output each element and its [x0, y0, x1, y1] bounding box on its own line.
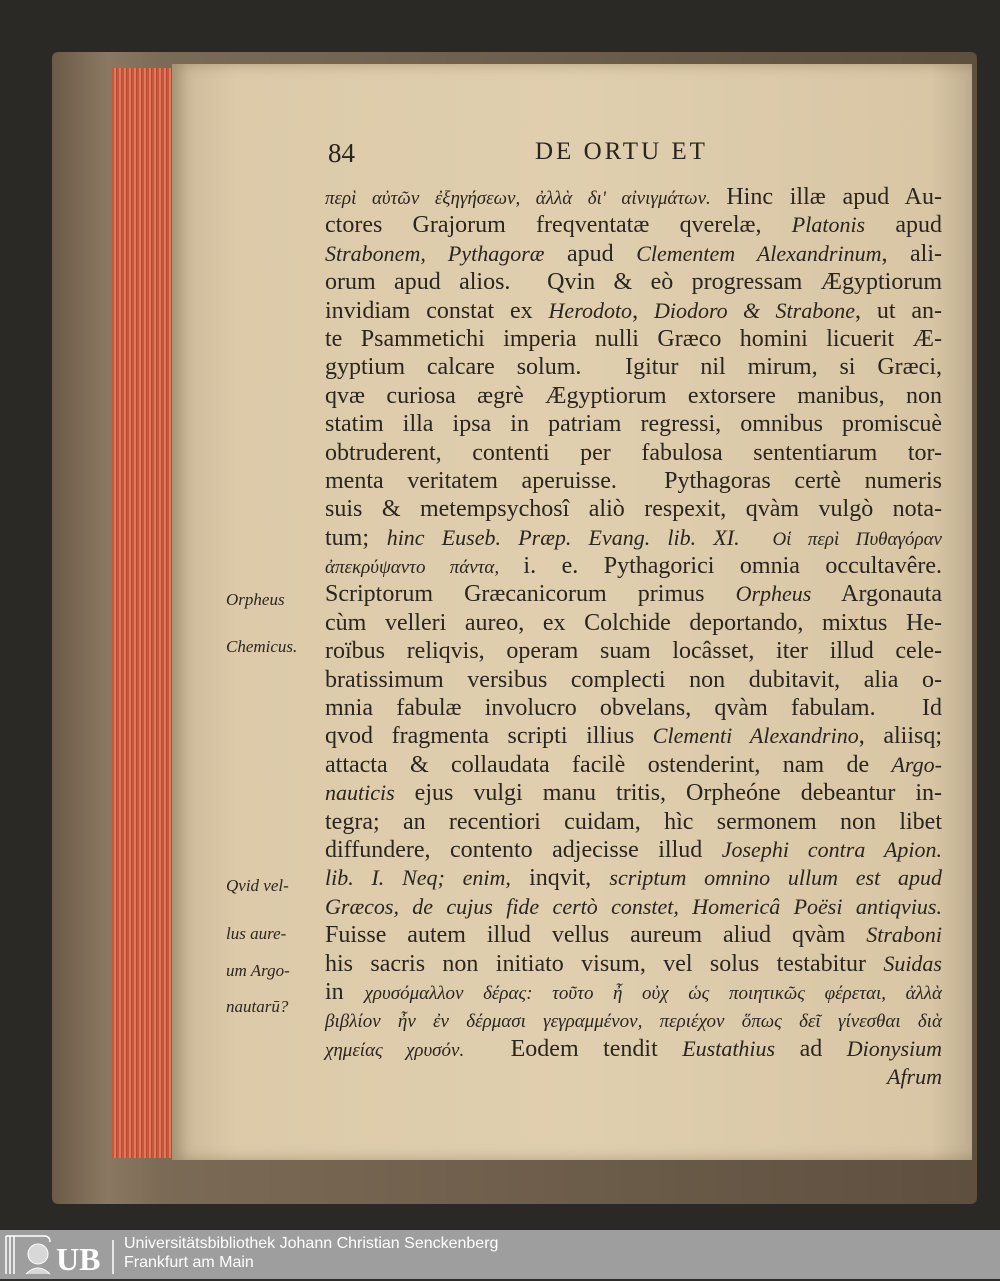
- roman-text: , aliisq;: [858, 723, 942, 750]
- margin-note: lus aure-: [226, 924, 287, 943]
- text-line: [325, 552, 942, 580]
- roman-text: tegra; an recentiori cuidam, hìc sermonem non libet: [325, 808, 942, 835]
- roman-text: orum apud alios. Qvin & eò progressam Ægyptiorum: [325, 269, 942, 296]
- roman-text: , ut an-: [854, 297, 943, 324]
- text-line: [325, 382, 942, 410]
- red-page-edges: [112, 68, 174, 1158]
- italic-text: Græcos, de cujus fide certò constet, Homericâ Poësi antiqvius.: [325, 893, 942, 919]
- italic-text: Herodoto: [548, 297, 633, 323]
- italic-text: Platonis: [791, 212, 866, 238]
- text-line: [325, 580, 942, 608]
- roman-text: cùm velleri aureo, ex Colchide deportando, mixtus He-: [325, 609, 942, 636]
- text-line: [325, 410, 942, 438]
- text-line: [325, 864, 942, 892]
- italic-text: lib. I. Neq; enim,: [325, 865, 511, 891]
- roman-text: qvod fragmenta scripti illius: [325, 723, 653, 750]
- text-line: [325, 325, 942, 353]
- italic-text: nauticis: [325, 780, 395, 806]
- roman-text: apud: [865, 212, 943, 239]
- text-line: [325, 183, 942, 211]
- roman-text: bratissimum versibus complecti non dubitavit, alia o-: [325, 666, 942, 693]
- text-line: [325, 495, 942, 523]
- roman-text: tum;: [325, 524, 387, 551]
- roman-text: obtruderent, contenti per fabulosa sententiarum tor-: [325, 439, 942, 466]
- margin-note: Chemicus.: [226, 637, 298, 656]
- text-line: [325, 836, 942, 864]
- text-line: [325, 1006, 942, 1034]
- italic-text: Orpheus: [735, 581, 812, 607]
- roman-text: invidiam constat ex: [325, 297, 549, 324]
- greek-text: Οἱ περὶ Πυθαγόραν: [739, 528, 942, 550]
- italic-text: Suidas: [883, 950, 942, 976]
- italic-text: Clementem Alexandrinum: [636, 240, 882, 266]
- italic-text: Eustathius: [682, 1035, 776, 1061]
- library-city: Frankfurt am Main: [124, 1254, 254, 1271]
- roman-text: apud: [544, 240, 637, 267]
- roman-text: ejus vulgi manu tritis, Orpheóne debeantur in-: [394, 780, 942, 807]
- italic-text: scriptum omnino ullum est apud: [609, 865, 942, 891]
- text-line: [325, 978, 942, 1006]
- text-line: [325, 893, 942, 921]
- roman-text: in: [325, 978, 365, 1005]
- roman-text: Scriptorum Græcanicorum primus: [325, 581, 736, 608]
- margin-note: um Argo-: [226, 961, 290, 980]
- text-line: [325, 524, 942, 552]
- greek-text: βιβλίον ἦν ἐν δέρμασι γεγραμμένον, περιέχον ὅπως δεῖ γίνεσθαι διὰ: [325, 1011, 942, 1033]
- roman-text: ,: [632, 297, 654, 324]
- text-line: [325, 808, 942, 836]
- roman-text: te Psammetichi imperia nulli Græco homini licuerit Æ-: [325, 325, 942, 352]
- text-line: [325, 950, 942, 978]
- margin-note: nautarū?: [226, 997, 289, 1016]
- roman-text: roïbus reliqvis, operam suam locâsset, iter illud cele-: [325, 638, 942, 665]
- text-line: [325, 1035, 942, 1063]
- italic-text: Diodoro & Strabone: [653, 297, 855, 323]
- text-line: [325, 637, 942, 665]
- roman-text: Eodem tendit: [510, 1035, 683, 1062]
- text-line: [325, 240, 942, 268]
- greek-text: ἀπεκρύψαντο πάντα,: [325, 557, 524, 579]
- italic-text: hinc Euseb. Præp. Evang. lib. XI.: [386, 524, 740, 550]
- margin-note: Qvid vel-: [226, 876, 289, 895]
- page-number: 84: [328, 138, 355, 168]
- roman-text: statim illa ipsa in patriam regressi, omnibus promiscuè: [325, 411, 942, 438]
- roman-text: , ali-: [881, 240, 942, 267]
- text-line: [325, 439, 942, 467]
- italic-text: Straboni: [866, 922, 942, 948]
- text-line: [325, 268, 942, 296]
- italic-text: Josephi contra Apion.: [721, 836, 942, 862]
- greek-text: περὶ αὐτῶν ἐξηγήσεων, ἀλλὰ δι' αἰνιγμάτων.: [325, 188, 727, 209]
- text-line: [325, 297, 942, 325]
- roman-text: Argonauta: [811, 581, 942, 608]
- roman-text: suis & metempsychosî aliò respexit, qvàm vulgò nota-: [325, 496, 942, 523]
- roman-text: diffundere, contento adjecisse illud: [325, 836, 722, 863]
- roman-text: Hinc illæ apud Au-: [726, 184, 942, 210]
- text-line: [325, 1063, 942, 1091]
- body-text: [325, 183, 942, 1092]
- text-line: [325, 722, 942, 750]
- margin-note: Orpheus: [226, 590, 285, 609]
- roman-text: Fuisse autem illud vellus aureum aliud qvàm: [325, 922, 867, 949]
- roman-text: ctores Grajorum freqventatæ qverelæ,: [325, 212, 792, 239]
- italic-text: Dionysium: [846, 1035, 943, 1061]
- svg-text:UB: UB: [56, 1241, 101, 1276]
- library-logo: [4, 1234, 116, 1276]
- italic-text: Afrum: [887, 1064, 942, 1090]
- roman-text: i. e. Pythagorici omnia occultavêre.: [523, 553, 942, 580]
- roman-text: his sacris non initiato visum, vel solus testabitur: [325, 950, 884, 977]
- text-line: [325, 211, 942, 239]
- text-line: [325, 467, 942, 495]
- roman-text: menta veritatem aperuisse. Pythagoras certè numeris: [325, 467, 942, 494]
- roman-text: attacta & collaudata facilè ostenderint, nam de: [325, 751, 892, 778]
- roman-text: ad: [775, 1035, 847, 1062]
- text-line: [325, 694, 942, 722]
- italic-text: Clementi Alexandrino: [652, 723, 859, 749]
- roman-text: gyptium calcare solum. Igitur nil mirum, si Græci,: [325, 354, 942, 381]
- text-line: [325, 751, 942, 779]
- library-footer: [0, 1230, 1000, 1279]
- running-head: DE ORTU ET: [535, 138, 708, 165]
- text-line: [325, 921, 942, 949]
- italic-text: Strabonem, Pythagoræ: [325, 240, 545, 266]
- text-line: [325, 779, 942, 807]
- text-line: [325, 666, 942, 694]
- text-line: [325, 353, 942, 381]
- library-name: Universitätsbibliothek Johann Christian Senckenberg: [124, 1235, 499, 1252]
- roman-text: qvæ curiosa ægrè Ægyptiorum extorsere manibus, non: [325, 382, 942, 409]
- italic-text: Argo-: [891, 751, 942, 777]
- roman-text: inqvit,: [510, 865, 610, 892]
- greek-text: χρυσόμαλλον δέρας: τοῦτο ἦ οὐχ ὡς ποιητικῶς φέρεται, ἀλλὰ: [364, 982, 942, 1004]
- text-line: [325, 609, 942, 637]
- greek-text: χημείας χρυσόν.: [325, 1039, 511, 1061]
- roman-text: mnia fabulæ involucro obvelans, qvàm fabulam. Id: [325, 695, 942, 722]
